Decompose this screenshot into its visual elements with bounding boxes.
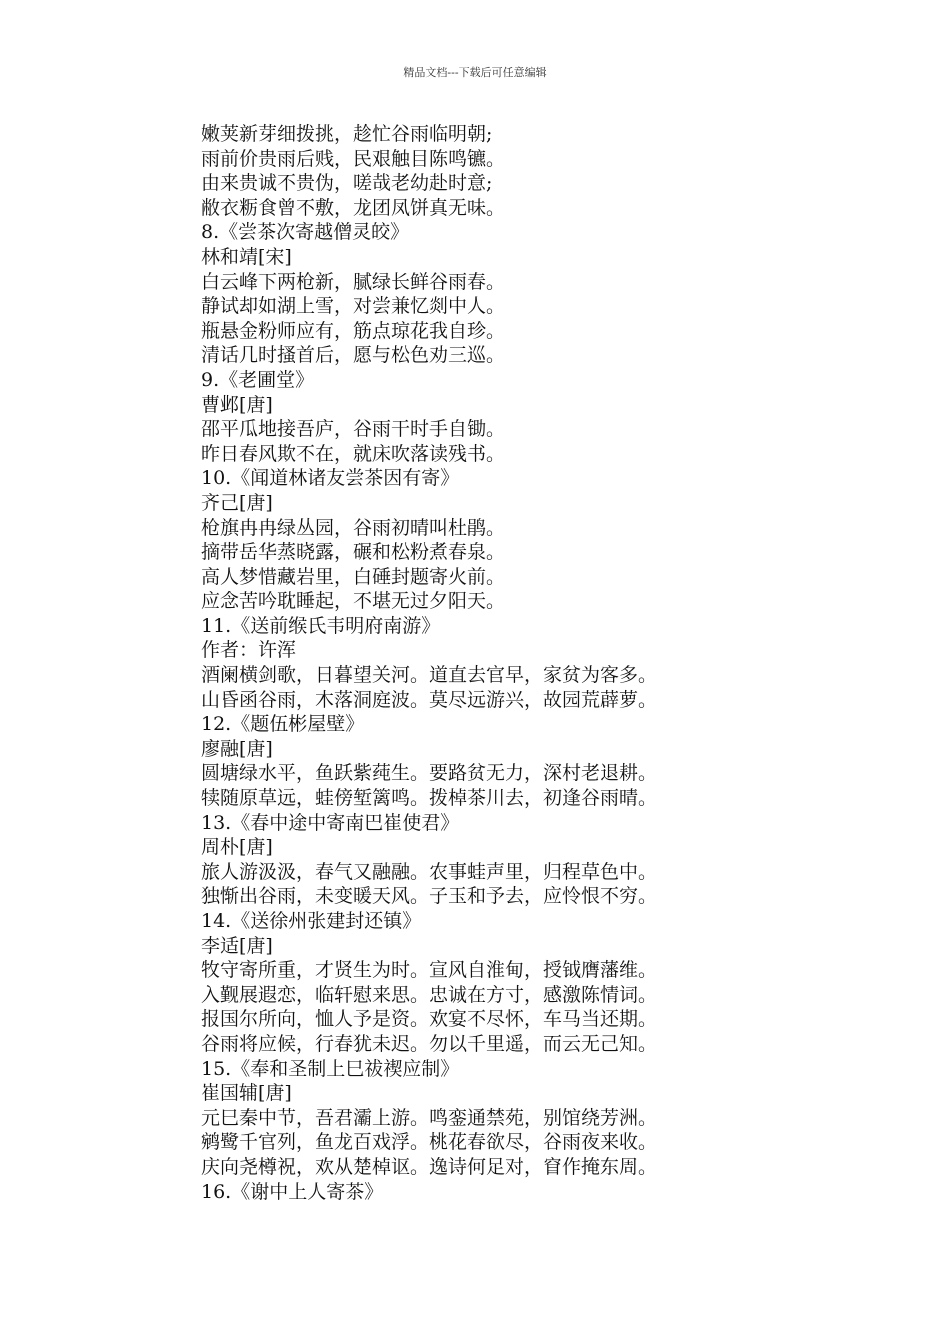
poem-author: 曹邺[唐] [201, 393, 273, 416]
text-line: 枪旗冉冉绿丛园，谷雨初晴叫杜鹃。 [201, 516, 506, 539]
text-line: 酒阑横剑歌，日暮望关河。道直去官早，家贫为客多。 [201, 664, 658, 687]
text-line: 昨日春风欺不在，就床吹落读残书。 [201, 442, 506, 465]
text-line: 牧守寄所重，才贤生为时。宣风自淮甸，授钺膺藩维。 [201, 959, 658, 982]
text-line: 犊随原草远，蛙傍堑篱鸣。拨棹茶川去，初逢谷雨晴。 [201, 787, 658, 810]
text-line: 静试却如湖上雪，对尝兼忆剡中人。 [201, 295, 506, 318]
poem-author: 作者：许浑 [201, 639, 297, 662]
text-line: 清话几时搔首后，愿与松色劝三巡。 [201, 344, 506, 367]
text-line: 摘带岳华蒸晓露，碾和松粉煮春泉。 [201, 541, 506, 564]
poem-title: 13.《春中途中寄南巴崔使君》 [201, 811, 460, 834]
poem-author: 崔国辅[唐] [201, 1082, 292, 1105]
text-line: 邵平瓜地接吾庐，谷雨干时手自锄。 [201, 418, 506, 441]
text-line: 独惭出谷雨，未变暖天风。子玉和予去，应怜恨不穷。 [201, 885, 658, 908]
poem-author: 齐己[唐] [201, 491, 273, 514]
text-line: 元巳秦中节，吾君灞上游。鸣銮通禁苑，别馆绕芳洲。 [201, 1106, 658, 1129]
poem-title: 9.《老圃堂》 [201, 368, 315, 391]
text-line: 山昏函谷雨，木落洞庭波。莫尽远游兴，故园荒薜萝。 [201, 688, 658, 711]
text-line: 瓶悬金粉师应有，筋点琼花我自珍。 [201, 319, 506, 342]
text-line: 报国尔所向，恤人予是资。欢宴不尽怀，车马当还期。 [201, 1008, 658, 1031]
document-body [201, 122, 761, 1204]
text-line: 谷雨将应候，行春犹未迟。勿以千里遥，而云无己知。 [201, 1032, 658, 1055]
text-line: 敝衣粝食曾不敷，龙团凤饼真无味。 [201, 196, 506, 219]
page-header: 精品文档---下载后可任意编辑 [403, 66, 547, 79]
text-line: 入觐展遐恋，临轩慰来思。忠诚在方寸，感激陈情词。 [201, 983, 658, 1006]
poem-title: 15.《奉和圣制上巳祓禊应制》 [201, 1057, 460, 1080]
poem-title: 10.《闻道林诸友尝茶因有寄》 [201, 467, 460, 490]
text-line: 高人梦惜藏岩里，白硾封题寄火前。 [201, 565, 506, 588]
text-line: 由来贵诚不贵伪，嗟哉老幼赴时意; [201, 172, 493, 195]
poem-author: 李适[唐] [201, 934, 273, 957]
poem-title: 11.《送前缑氏韦明府南游》 [201, 614, 441, 637]
poem-author: 廖融[唐] [201, 737, 273, 760]
text-line: 嫩荚新芽细拨挑，趁忙谷雨临明朝; [201, 123, 493, 145]
poem-title: 14.《送徐州张建封还镇》 [201, 910, 422, 932]
poem-title: 12.《题伍彬屋壁》 [201, 713, 365, 736]
text-line: 应念苦吟耽睡起，不堪无过夕阳天。 [201, 590, 506, 613]
text-line: 白云峰下两枪新，腻绿长鲜谷雨春。 [201, 270, 506, 293]
poem-author: 林和靖[宋] [201, 245, 292, 268]
text-line: 鹓鹭千官列，鱼龙百戏浮。桃花春欲尽，谷雨夜来收。 [201, 1131, 658, 1154]
text-line: 雨前价贵雨后贱，民艰触目陈鸣镳。 [201, 147, 506, 170]
poem-title: 16.《谢中上人寄茶》 [201, 1180, 384, 1203]
poem-title: 8.《尝茶次寄越僧灵皎》 [201, 221, 410, 244]
text-line: 旅人游汲汲，春气又融融。农事蛙声里，归程草色中。 [201, 860, 658, 883]
poem-author: 周朴[唐] [201, 836, 273, 859]
text-line: 庆向尧樽祝，欢从楚棹讴。逸诗何足对，窅作掩东周。 [201, 1155, 658, 1178]
text-line: 圆塘绿水平，鱼跃紫莼生。要路贫无力，深村老退耕。 [201, 762, 658, 785]
